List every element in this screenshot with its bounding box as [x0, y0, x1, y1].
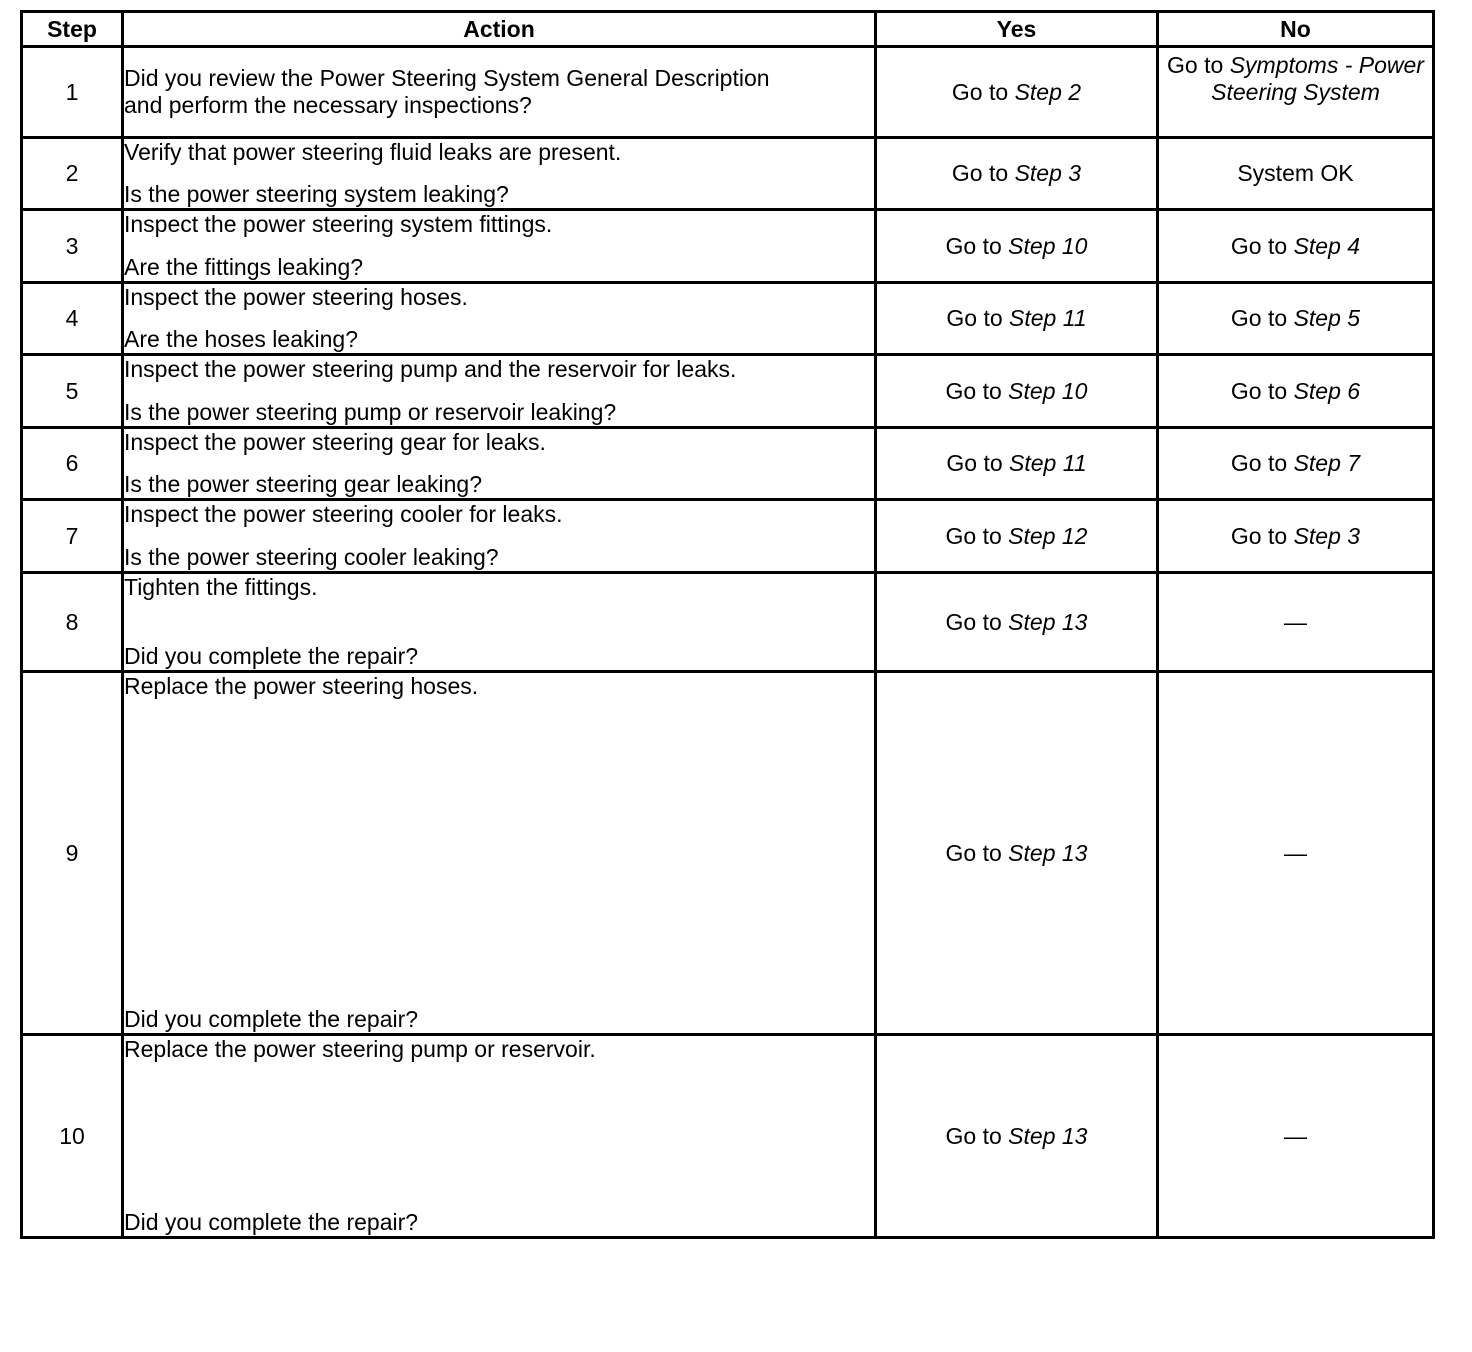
no-cell	[1158, 428, 1434, 500]
yes-ref: Step 13	[1008, 839, 1088, 866]
table-row	[22, 573, 1434, 672]
yes-ref: Step 2	[1014, 78, 1082, 105]
step-number: 5	[22, 355, 123, 428]
step-number: 4	[22, 283, 123, 355]
action-line: Did you complete the repair?	[124, 643, 419, 669]
yes-cell	[876, 1035, 1158, 1238]
no-prefix: Go to	[1167, 52, 1230, 78]
yes-cell	[876, 138, 1158, 210]
action-line: Tighten the fittings.	[124, 574, 318, 600]
header-row	[22, 12, 1434, 47]
action-line: Is the power steering cooler leaking?	[124, 544, 499, 570]
action-cell	[123, 672, 876, 1035]
action-line: Are the hoses leaking?	[124, 326, 358, 352]
step-number: 7	[22, 500, 123, 573]
action-line: Inspect the power steering system fittings.	[124, 211, 553, 237]
no-cell	[1158, 672, 1434, 1035]
no-prefix: Go to	[1230, 450, 1294, 476]
no-dash: —	[1284, 1122, 1307, 1149]
no-cell	[1158, 355, 1434, 428]
action-cell	[123, 138, 876, 210]
step-number: 6	[22, 428, 123, 500]
step-number: 1	[22, 47, 123, 138]
action-line: Inspect the power steering pump and the reservoir for leaks.	[124, 356, 737, 382]
yes-prefix: Go to	[951, 78, 1015, 105]
yes-prefix: Go to	[945, 1122, 1009, 1149]
no-prefix: Go to	[1230, 305, 1294, 331]
table-row	[22, 283, 1434, 355]
action-cell	[123, 210, 876, 283]
table-row	[22, 500, 1434, 573]
no-prefix: Go to	[1230, 377, 1294, 404]
step-number: 2	[22, 138, 123, 210]
action-cell	[123, 428, 876, 500]
yes-cell	[876, 573, 1158, 672]
yes-prefix: Go to	[945, 839, 1009, 866]
action-cell	[123, 500, 876, 573]
yes-ref: Step 10	[1008, 377, 1088, 404]
action-line: Did you complete the repair?	[124, 1006, 419, 1032]
no-prefix: Go to	[1230, 522, 1294, 549]
action-line: and perform the necessary inspections?	[124, 92, 532, 118]
yes-cell	[876, 283, 1158, 355]
no-ref: Step 3	[1293, 522, 1361, 549]
no-ref: Step 7	[1293, 450, 1361, 476]
action-line: Is the power steering gear leaking?	[124, 471, 482, 497]
yes-prefix: Go to	[946, 305, 1010, 331]
action-line: Are the fittings leaking?	[124, 254, 364, 280]
yes-prefix: Go to	[945, 522, 1009, 549]
no-ref: Step 5	[1293, 305, 1361, 331]
action-cell	[123, 283, 876, 355]
table-row	[22, 672, 1434, 1035]
yes-prefix: Go to	[946, 450, 1010, 476]
action-cell	[123, 573, 876, 672]
no-cell	[1158, 1035, 1434, 1238]
action-line: Verify that power steering fluid leaks are present.	[124, 139, 622, 165]
table-row	[22, 1035, 1434, 1238]
action-cell	[123, 355, 876, 428]
action-line: Replace the power steering hoses.	[124, 673, 479, 699]
yes-ref: Step 12	[1008, 522, 1088, 549]
diagnostic-table	[20, 10, 1435, 1239]
no-ref: Step 4	[1293, 232, 1361, 259]
action-line: Is the power steering pump or reservoir leaking?	[124, 399, 617, 425]
table-row	[22, 138, 1434, 210]
yes-cell	[876, 47, 1158, 138]
no-dash: —	[1284, 839, 1307, 866]
step-number: 3	[22, 210, 123, 283]
table-row	[22, 47, 1434, 138]
no-cell	[1158, 138, 1434, 210]
action-line: Inspect the power steering cooler for leaks.	[124, 501, 563, 527]
action-line: Did you complete the repair?	[124, 1209, 419, 1235]
yes-cell	[876, 672, 1158, 1035]
yes-ref: Step 3	[1014, 160, 1082, 186]
header-no: No	[1158, 12, 1434, 47]
action-line: Is the power steering system leaking?	[124, 181, 509, 207]
no-text: System OK	[1237, 160, 1354, 186]
action-line: Inspect the power steering hoses.	[124, 284, 468, 310]
step-number: 10	[22, 1035, 123, 1238]
action-line: Replace the power steering pump or reservoir.	[124, 1036, 596, 1062]
no-dash: —	[1284, 608, 1307, 635]
action-cell	[123, 1035, 876, 1238]
yes-ref: Step 11	[1009, 305, 1087, 331]
step-number: 9	[22, 672, 123, 1035]
no-ref: Symptoms - Power Steering System	[1211, 52, 1424, 105]
no-cell	[1158, 283, 1434, 355]
yes-ref: Step 11	[1009, 450, 1087, 476]
yes-prefix: Go to	[945, 608, 1009, 635]
table-row	[22, 428, 1434, 500]
no-cell	[1158, 500, 1434, 573]
yes-ref: Step 10	[1008, 232, 1088, 259]
header-action: Action	[123, 12, 876, 47]
no-cell	[1158, 210, 1434, 283]
action-line: Inspect the power steering gear for leaks.	[124, 429, 546, 455]
action-line: Did you review the Power Steering System General Description	[124, 65, 770, 91]
yes-prefix: Go to	[945, 232, 1009, 259]
yes-prefix: Go to	[951, 160, 1015, 186]
table-row	[22, 210, 1434, 283]
no-ref: Step 6	[1293, 377, 1361, 404]
header-yes: Yes	[876, 12, 1158, 47]
no-prefix: Go to	[1230, 232, 1294, 259]
yes-ref: Step 13	[1008, 608, 1088, 635]
yes-cell	[876, 500, 1158, 573]
action-cell	[123, 47, 876, 138]
yes-prefix: Go to	[945, 377, 1009, 404]
table-row	[22, 355, 1434, 428]
yes-ref: Step 13	[1008, 1122, 1088, 1149]
no-cell	[1158, 573, 1434, 672]
yes-cell	[876, 355, 1158, 428]
yes-cell	[876, 428, 1158, 500]
step-number: 8	[22, 573, 123, 672]
no-cell	[1158, 47, 1434, 138]
header-step: Step	[22, 12, 123, 47]
yes-cell	[876, 210, 1158, 283]
